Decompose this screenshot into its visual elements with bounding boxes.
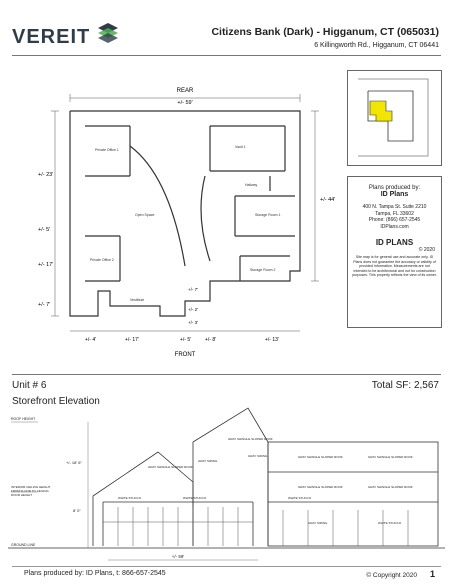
company-address-2: Tampa, FL 33602 [375,210,414,217]
room-label: Storage Room 2 [250,268,276,272]
bottom-dim-4: +/- 8' [205,337,217,343]
footer-copyright: © Copyright 2020 [366,572,417,579]
roof-label: GRAY SHINGLE SLOPED ROOF [228,437,273,441]
roof-height-label: ROOF HEIGHT [11,417,36,421]
siding-label: GRAY SIDING [248,454,268,458]
page-number: 1 [429,569,435,579]
section-title: Storefront Elevation [12,396,100,407]
ceiling-label-1: INTERIOR CEILING HEIGHT [11,485,51,489]
stucco-label: WHITE STUCCO [288,496,312,500]
room-label: Hallway [245,183,258,187]
ground-line-label: GROUND LINE [11,543,36,547]
room-label: Storage Room 1 [255,213,281,217]
left-dim-2: +/- 5' [38,227,51,233]
company-phone: Phone: (866) 657-2545 [368,217,421,223]
rear-dim: +/- 59' [177,100,193,106]
vereit-logo-icon [97,22,119,44]
room-label: Private Office 2 [90,258,114,262]
ceiling-label-3: DOOR HEIGHT [11,493,33,497]
rear-label: REAR [176,88,194,94]
roof-label: GRAY SHINGLE SLOPED ROOF [368,455,413,459]
idplans-brand: ID PLANS [375,238,414,247]
front-label: FRONT [174,352,196,358]
room-label: Open Space [135,213,155,217]
footer-divider [12,566,441,567]
company-address-1: 400 N. Tampa St. Suite 2210 [362,204,427,210]
bottom-dim-5: +/- 13' [265,337,279,343]
mid-dim-3: +/- 3' [188,320,198,325]
left-dim-4: +/- 7' [38,302,51,308]
header-divider [12,55,441,56]
plans-produced-by: Plans produced by: [368,185,421,191]
property-title: Citizens Bank (Dark) - Higganum, CT (065031) [211,26,439,38]
bottom-dim-1: +/- 4' [85,337,97,343]
summary-divider [12,374,441,375]
width-dim: +/- 59' [171,554,185,559]
floor-plan-drawing [10,66,340,371]
site-plan-map [347,70,442,166]
siding-label: GRAY SIDING [308,521,328,525]
room-label: Vault 1 [235,145,246,149]
mid-dim-2: +/- 2' [188,307,198,312]
info-disclaimer: Site map is for general use and accurate only. ID Plans does not guarantee the accuracy or validity of provided information. Measurements are not intended to be architectural and not for construction purposes. This property reflects the view of its owner. [352,255,437,277]
door-dim: 8' 0" [73,508,81,513]
height-dim: +/- 18' 6" [66,460,82,465]
roof-label: GRAY SHINGLE SLOPED ROOF [298,485,343,489]
vereit-logo-text: VEREIT [12,26,91,48]
stucco-label: WHITE STUCCO [378,521,402,525]
roof-label: GRAY SHINGLE SLOPED ROOF [368,485,413,489]
mid-dim-1: +/- 7' [188,287,198,292]
total-sf: Total SF: 2,567 [371,380,439,391]
unit-number: Unit # 6 [12,380,47,391]
property-address: 6 Killingworth Rd., Higganum, CT 06441 [314,42,439,49]
left-dim-3: +/- 17' [38,262,54,268]
bottom-dim-3: +/- 5' [180,337,192,343]
room-label: Vestibule [130,298,145,302]
stucco-label: WHITE STUCCO [118,496,142,500]
company-web: IDPlans.com [380,223,409,230]
roof-label: GRAY SHINGLE SLOPED ROOF [298,455,343,459]
info-copyright: © 2020 [418,246,435,253]
ceiling-label-2: FROM FLOOR TO CEILING [11,489,49,493]
roof-label: GRAY SHINGLE SLOPED ROOF [148,465,193,469]
storefront-elevation-drawing [8,402,445,566]
left-dim-1: +/- 23' [38,172,54,178]
right-dim: +/- 44' [320,197,336,203]
footer-produced-by: Plans produced by: ID Plans, t: 866-657-2545 [24,570,166,577]
plans-info-box [347,176,442,328]
stucco-label: WHITE STUCCO [183,496,207,500]
siding-label: GRAY SIDING [198,459,218,463]
plans-company: ID Plans [380,190,409,198]
bottom-dim-2: +/- 17' [125,337,139,343]
room-label: Private Office 1 [95,148,119,152]
